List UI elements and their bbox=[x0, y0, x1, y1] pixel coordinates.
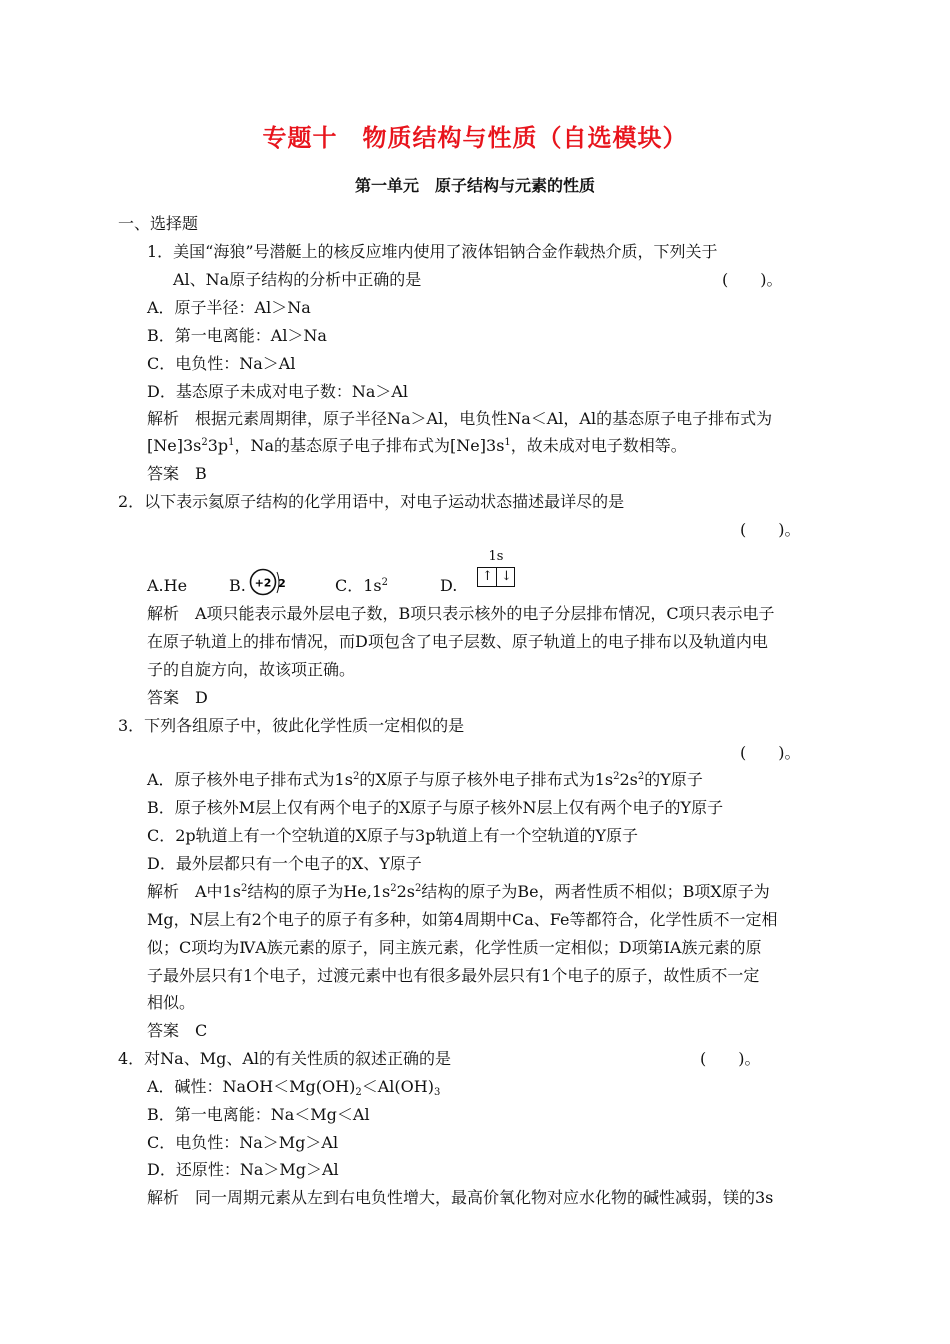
q2-stem: 2．以下表示氦原子结构的化学用语中，对电子运动状态描述最详尽的是 bbox=[118, 492, 625, 511]
q4-answer-blank: ( )。 bbox=[700, 1049, 761, 1068]
q3-explanation-line1: 解析 A中$1s^2$结构的原子为$He,1s^22s^2$结构的原子为Be，两者性质不相似；B项X原子为 bbox=[147, 882, 770, 901]
page-title: 专题十 物质结构与性质（自选模块） bbox=[262, 124, 688, 152]
section-heading: 一、选择题 bbox=[118, 214, 199, 233]
q4-option-a: A．碱性：$NaOH<Mg(OH)_2<Al(OH)_3$ bbox=[147, 1077, 441, 1098]
q3-option-b: B．原子核外M层上仅有两个电子的X原子与原子核外N层上仅有两个电子的Y原子 bbox=[147, 798, 724, 817]
q3-explanation-line4: 子最外层只有1个电子，过渡元素中也有很多最外层只有1个电子的原子，故性质不一定 bbox=[147, 966, 760, 985]
q2-explanation-line1: 解析 A项只能表示最外层电子数，B项只表示核外的电子分层排布情况，C项只表示电子 bbox=[147, 604, 775, 623]
q3-answer-blank: ( )。 bbox=[740, 743, 801, 762]
bohr-model-diagram bbox=[249, 568, 287, 598]
q1-stem-line1: 1．美国“海狼”号潜艇上的核反应堆内使用了液体铝钠合金作载热介质，下列关于 bbox=[147, 242, 718, 261]
orbital-box bbox=[477, 567, 515, 587]
q4-option-c: C．电负性：Na＞Mg＞Al bbox=[147, 1133, 339, 1152]
spin-up-arrow-icon: ↑ bbox=[482, 569, 493, 584]
q2-option-b: B. bbox=[229, 576, 246, 595]
q4-stem: 4．对Na、Mg、Al的有关性质的叙述正确的是 bbox=[118, 1049, 452, 1068]
q1-explanation-line1: 解析 根据元素周期律，原子半径Na＞Al，电负性Na＜Al，Al的基态原子电子排布式为 bbox=[147, 409, 773, 428]
q1-option-d: D．基态原子未成对电子数：Na＞Al bbox=[147, 382, 409, 401]
q3-explanation-line2: Mg，N层上有2个电子的原子有多种，如第4周期中Ca、Fe等都符合，化学性质不一定相 bbox=[147, 910, 778, 929]
q3-explanation-line3: 似；C项均为ⅣA族元素的原子，同主族元素，化学性质一定相似；D项第ⅠA族元素的原 bbox=[147, 938, 762, 957]
spin-down-arrow-icon: ↓ bbox=[501, 569, 512, 584]
q2-answer: 答案 D bbox=[147, 688, 208, 707]
q2-option-a: A.He bbox=[147, 576, 188, 595]
q3-answer: 答案 C bbox=[147, 1021, 208, 1040]
q1-option-a: A．原子半径：Al＞Na bbox=[147, 298, 311, 317]
q4-explanation-line1: 解析 同一周期元素从左到右电负性增大，最高价氧化物对应水化物的碱性减弱，镁的3s bbox=[147, 1188, 774, 1207]
q3-option-c: C．2p轨道上有一个空轨道的X原子与3p轨道上有一个空轨道的Y原子 bbox=[147, 826, 639, 845]
q2-answer-blank: ( )。 bbox=[740, 520, 801, 539]
q1-option-b: B．第一电离能：Al＞Na bbox=[147, 326, 327, 345]
q2-explanation-line2: 在原子轨道上的排布情况，而D项包含了电子层数、原子轨道上的电子排布以及轨道内电 bbox=[147, 632, 768, 651]
orbital-divider bbox=[496, 568, 497, 586]
q1-answer-blank: ( )。 bbox=[722, 270, 783, 289]
bohr-shell-count: 2 bbox=[278, 577, 286, 590]
q3-stem: 3．下列各组原子中，彼此化学性质一定相似的是 bbox=[118, 716, 465, 735]
q4-option-d: D．还原性：Na＞Mg＞Al bbox=[147, 1160, 339, 1179]
orbital-box-diagram bbox=[473, 550, 519, 592]
q1-stem-line2: Al、Na原子结构的分析中正确的是 bbox=[173, 270, 422, 289]
q3-option-d: D．最外层都只有一个电子的X、Y原子 bbox=[147, 854, 422, 873]
q2-explanation-line3: 子的自旋方向，故该项正确。 bbox=[147, 660, 356, 679]
q4-option-b: B．第一电离能：Na＜Mg＜Al bbox=[147, 1105, 370, 1124]
q1-option-c: C．电负性：Na＞Al bbox=[147, 354, 296, 373]
q3-explanation-line5: 相似。 bbox=[147, 993, 196, 1012]
q3-option-a: A．原子核外电子排布式为$1s^2$的X原子与原子核外电子排布式为$1s^22s^2$的Y原子 bbox=[147, 770, 703, 789]
q2-options-row bbox=[147, 549, 567, 600]
bohr-nucleus-label: +2 bbox=[254, 576, 272, 590]
q1-answer: 答案 B bbox=[147, 464, 207, 483]
q2-option-d: D. bbox=[440, 576, 458, 595]
orbital-label: 1s bbox=[488, 549, 504, 564]
unit-subtitle: 第一单元 原子结构与元素的性质 bbox=[354, 176, 595, 195]
q2-option-c: C．$1s^2$ bbox=[335, 576, 389, 595]
q1-explanation-line2: $[Ne]3s^23p^1$，Na的基态原子电子排布式为$[Ne]3s^1$，故未成对电子数相等。 bbox=[147, 436, 687, 455]
